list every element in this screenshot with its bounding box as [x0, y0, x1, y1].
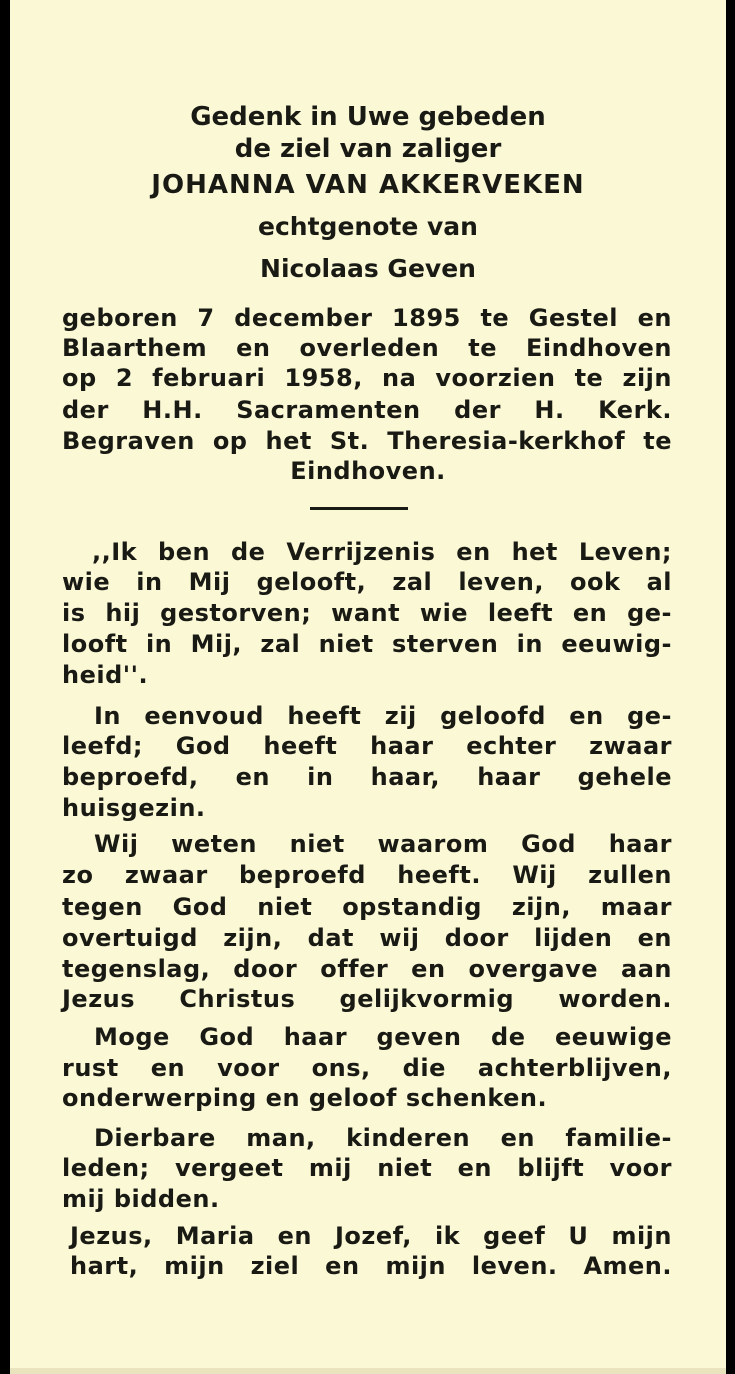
paragraph-line: onderwerping en geloof schenken. [62, 1084, 548, 1112]
prayer-line: hart, mijn ziel en mijn leven. Amen. [70, 1252, 672, 1280]
paragraph-line: huisgezin. [62, 794, 206, 822]
spouse-name: Nicolaas Geven [260, 254, 476, 283]
paragraph-line: leefd; God heeft haar echter zwaar [62, 732, 672, 760]
quote-line: is hij gestorven; want wie leeft en ge- [62, 599, 672, 627]
quote-line: looft in Mij, zal niet sterven in eeuwig- [62, 630, 672, 658]
header-line-2: de ziel van zaliger [234, 134, 502, 164]
biography-line: Begraven op het St. Theresia-kerkhof te [62, 427, 672, 455]
paragraph-line: rust en voor ons, die achterblijven, [62, 1054, 672, 1082]
paragraph-line: Dierbare man, kinderen en familie- [94, 1124, 672, 1152]
paragraph-line: Jezus Christus gelijkvormig worden. [62, 985, 672, 1013]
divider [310, 507, 408, 510]
biography-line: Blaarthem en overleden te Eindhoven [62, 334, 672, 362]
paragraph-line: overtuigd zijn, dat wij door lijden en [62, 924, 672, 952]
biography-line: Eindhoven. [290, 457, 446, 485]
biography-line: geboren 7 december 1895 te Gestel en [62, 304, 672, 332]
paragraph-line: tegenslag, door offer en overgave aan [62, 955, 672, 983]
prayer-line: Jezus, Maria en Jozef, ik geef U mijn [70, 1222, 672, 1250]
header-line-1: Gedenk in Uwe gebeden [190, 102, 546, 132]
deceased-name: JOHANNA VAN AKKERVEKEN [151, 170, 585, 200]
paragraph-line: beproefd, en in haar, haar gehele [62, 763, 672, 791]
biography-line: op 2 februari 1958, na voorzien te zijn [62, 364, 672, 392]
spouse-intro: echtgenote van [258, 212, 478, 241]
quote-line: wie in Mij gelooft, zal leven, ook al [62, 568, 672, 596]
quote-line: heid''. [62, 661, 149, 689]
paragraph-line: mij bidden. [62, 1185, 220, 1213]
paragraph-line: Moge God haar geven de eeuwige [94, 1023, 672, 1051]
paragraph-line: zo zwaar beproefd heeft. Wij zullen [62, 861, 672, 889]
biography-line: der H.H. Sacramenten der H. Kerk. [62, 396, 672, 424]
quote-line: ,,Ik ben de Verrijzenis en het Leven; [92, 538, 672, 566]
memorial-card [10, 0, 726, 1374]
paragraph-line: leden; vergeet mij niet en blijft voor [62, 1154, 672, 1182]
paragraph-line: Wij weten niet waarom God haar [94, 830, 672, 858]
card-bottom-edge [10, 1368, 726, 1374]
paragraph-line: tegen God niet opstandig zijn, maar [62, 893, 672, 921]
paragraph-line: In eenvoud heeft zij geloofd en ge- [94, 702, 672, 730]
